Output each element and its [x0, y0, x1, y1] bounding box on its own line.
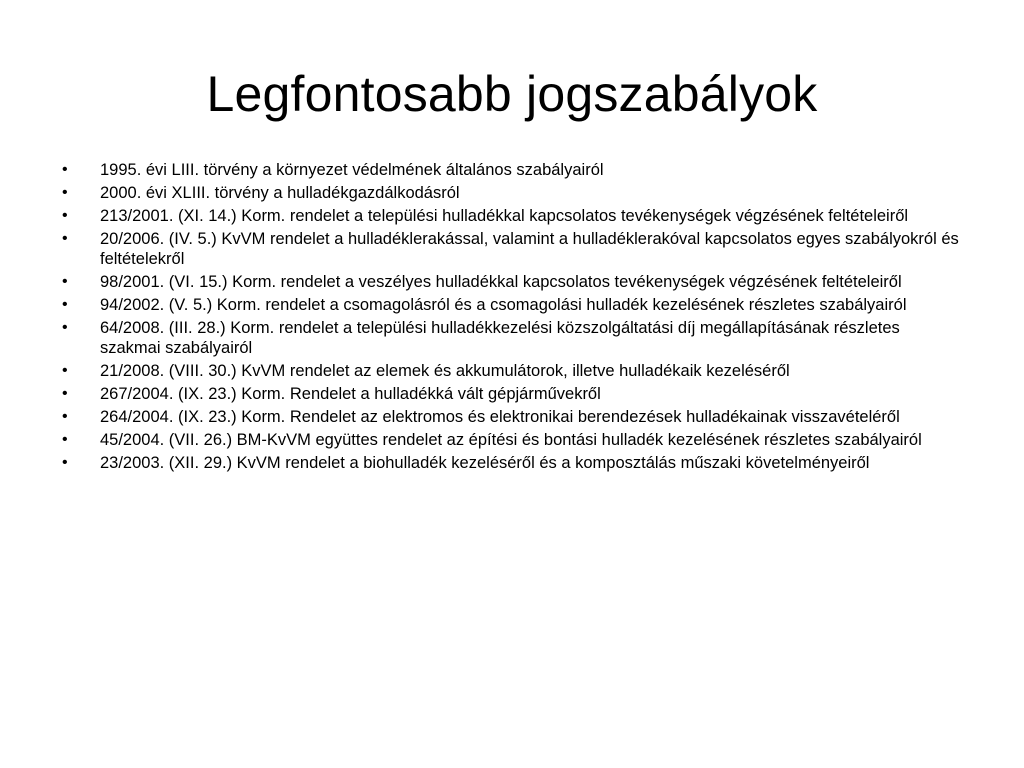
- bullet-icon: •: [62, 207, 68, 224]
- list-item: [62, 318, 962, 358]
- list-item: [62, 295, 962, 315]
- list-item: [62, 407, 962, 427]
- bullet-icon: •: [62, 385, 68, 402]
- list-item: [62, 183, 962, 203]
- list-item: [62, 430, 962, 450]
- list-item-text: 21/2008. (VIII. 30.) KvVM rendelet az elemek és akkumulátorok, illetve hulladékaik kezeléséről: [100, 362, 790, 380]
- bullet-icon: •: [62, 454, 68, 471]
- list-item-text: 264/2004. (IX. 23.) Korm. Rendelet az elektromos és elektronikai berendezések hulladékainak visszavételéről: [100, 408, 900, 426]
- bullet-icon: •: [62, 230, 68, 247]
- list-item: [62, 206, 962, 226]
- bullet-icon: •: [62, 184, 68, 201]
- bullet-icon: •: [62, 431, 68, 448]
- list-item: [62, 272, 962, 292]
- list-item-text: 45/2004. (VII. 26.) BM-KvVM együttes rendelet az építési és bontási hulladék kezelésének részletes szabályairól: [100, 431, 922, 449]
- list-item-text: 2000. évi XLIII. törvény a hulladékgazdálkodásról: [100, 184, 460, 202]
- bullet-icon: •: [62, 161, 68, 178]
- bullet-icon: •: [62, 362, 68, 379]
- slide-title: Legfontosabb jogszabályok: [206, 66, 818, 122]
- list-item: [62, 229, 962, 269]
- bullet-icon: •: [62, 408, 68, 425]
- list-item-text: 98/2001. (VI. 15.) Korm. rendelet a veszélyes hulladékkal kapcsolatos tevékenységek végzésének feltételeiről: [100, 273, 902, 291]
- law-list: [62, 160, 962, 476]
- list-item: [62, 160, 962, 180]
- list-item-text: 1995. évi LIII. törvény a környezet védelmének általános szabályairól: [100, 161, 604, 179]
- list-item-text: 94/2002. (V. 5.) Korm. rendelet a csomagolásról és a csomagolási hulladék kezelésének részletes szabályairól: [100, 296, 907, 314]
- list-item: [62, 384, 962, 404]
- list-item-text: 64/2008. (III. 28.) Korm. rendelet a települési hulladékkezelési közszolgáltatási díj megállapításának részletes szakmai szabályairól: [100, 319, 900, 357]
- list-item-text: 20/2006. (IV. 5.) KvVM rendelet a hulladéklerakással, valamint a hulladéklerakóval kapcsolatos egyes szabályokról és feltételekről: [100, 230, 959, 268]
- list-item-text: 213/2001. (XI. 14.) Korm. rendelet a települési hulladékkal kapcsolatos tevékenységek végzésének feltételeiről: [100, 207, 909, 225]
- bullet-icon: •: [62, 319, 68, 336]
- list-item-text: 23/2003. (XII. 29.) KvVM rendelet a biohulladék kezeléséről és a komposztálás műszaki követelményeiről: [100, 454, 870, 472]
- list-item-text: 267/2004. (IX. 23.) Korm. Rendelet a hulladékká vált gépjárművekről: [100, 385, 601, 403]
- bullet-icon: •: [62, 296, 68, 313]
- bullet-icon: •: [62, 273, 68, 290]
- list-item: [62, 453, 962, 473]
- list-item: [62, 361, 962, 381]
